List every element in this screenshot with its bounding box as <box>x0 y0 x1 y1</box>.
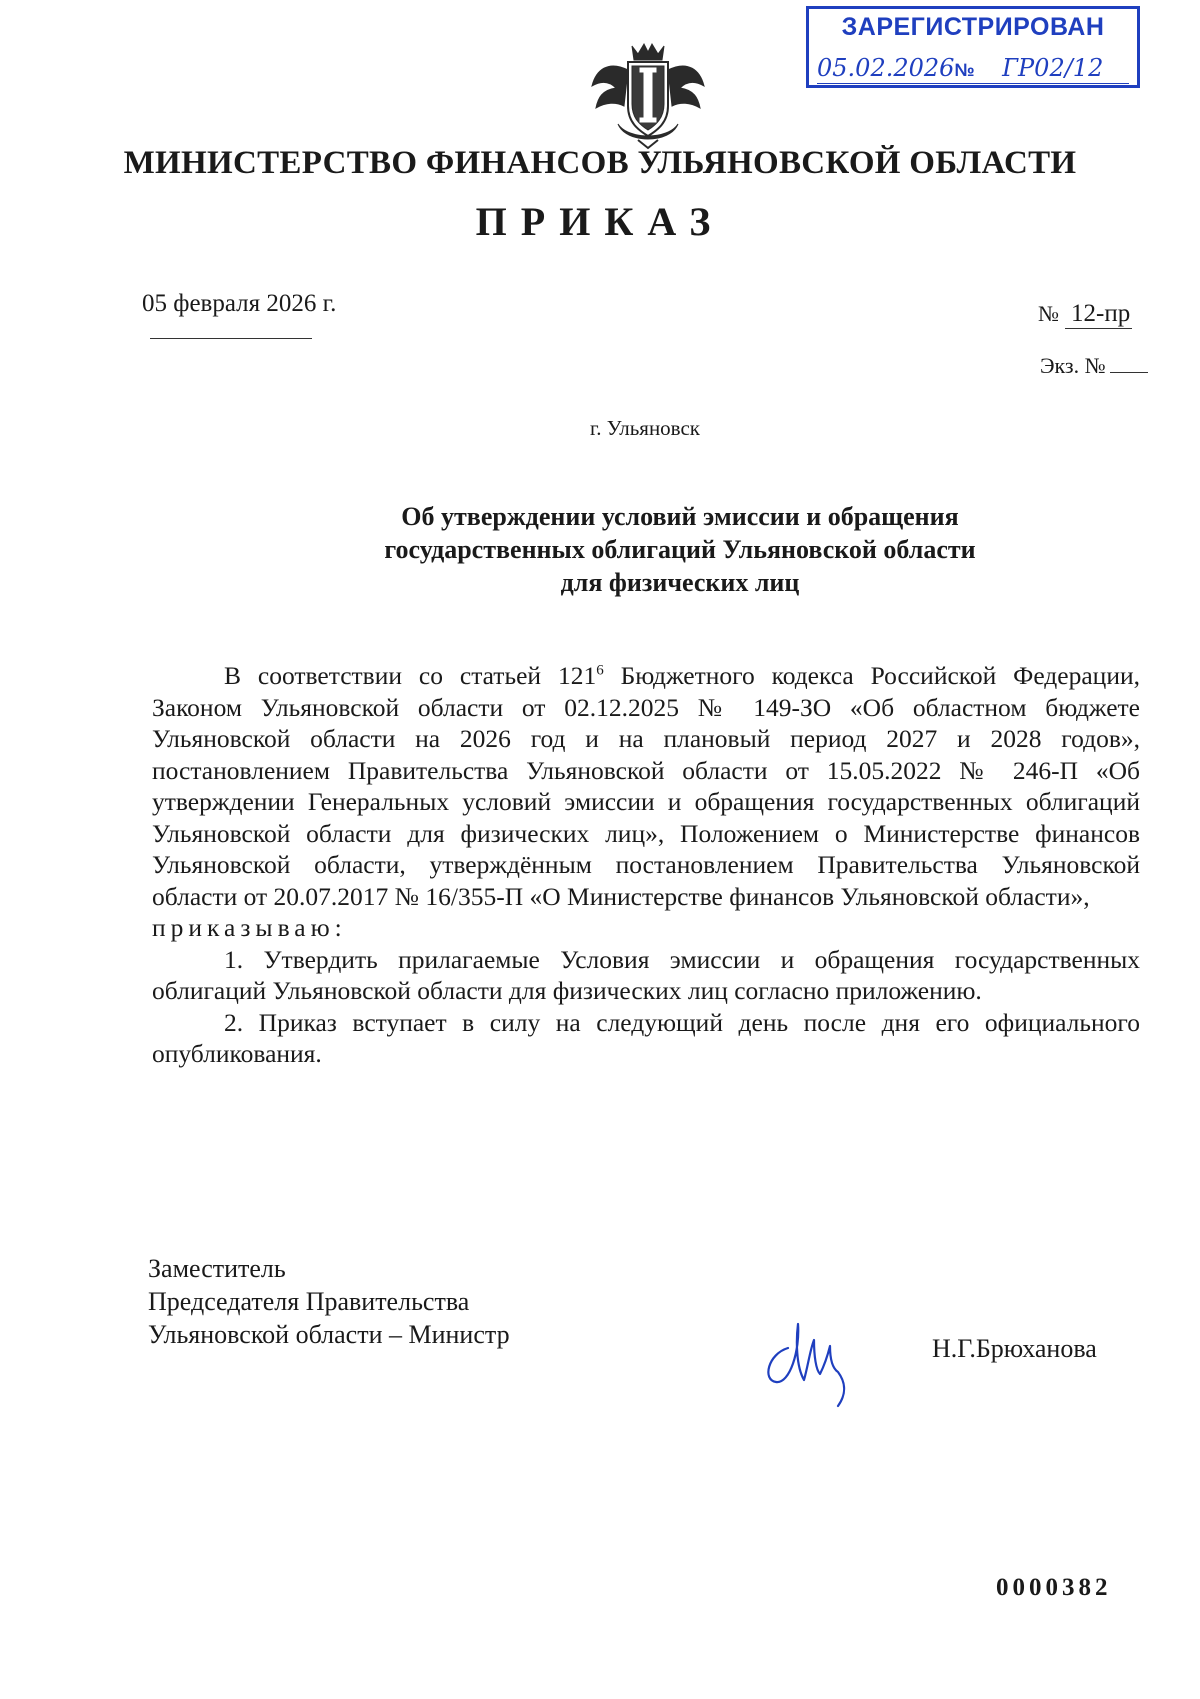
order-subject <box>300 500 1060 599</box>
handwritten-signature <box>758 1310 878 1410</box>
preamble-start: В соответствии со статьей 121 <box>224 661 597 690</box>
copy-label: Экз. № <box>1040 353 1106 378</box>
subject-line-3: для физических лиц <box>560 568 800 597</box>
subject-line-1: Об утверждении условий эмиссии и обращения <box>401 502 959 531</box>
city: г. Ульяновск <box>589 416 700 440</box>
preamble-paragraph <box>152 660 1140 912</box>
serial-number: 0000382 <box>996 1574 1112 1601</box>
order-number: 12-пр <box>1065 300 1132 329</box>
order-number-row <box>1038 300 1132 329</box>
copy-number-blank <box>1110 352 1148 373</box>
order-date: 05 февраля 2026 г. <box>142 290 337 317</box>
signatory-position <box>148 1252 510 1351</box>
article-superscript: 6 <box>596 662 604 679</box>
stamp-number-sign: № <box>954 60 975 80</box>
ministry-name: МИНИСТЕРСТВО ФИНАНСОВ УЛЬЯНОВСКОЙ ОБЛАСТИ <box>123 145 1077 181</box>
registration-stamp <box>806 6 1140 88</box>
signer-name: Н.Г.Брюханова <box>932 1334 1097 1363</box>
item-2: 2. Приказ вступает в силу на следующий день после дня его официального опубликования. <box>152 1007 1140 1068</box>
order-body <box>152 660 1140 1070</box>
date-underline <box>150 338 312 339</box>
subject-line-2: государственных облигаций Ульяновской области <box>384 535 976 564</box>
item-1: 1. Утвердить прилагаемые Условия эмиссии и обращения государственных облигаций Ульяновской области для физических лиц согласно приложению. <box>152 944 1140 1005</box>
signatory-line-3: Ульяновской области – Министр <box>148 1320 510 1349</box>
preamble-rest: Бюджетного кодекса Российской Федерации, Законом Ульяновской области от 02.12.2025 № 149-ЗО «Об областном бюджете Ульяновской области на 2026 год и на плановый период 2027 и 2028 годов», постановлением Правительства Ульяновской области от 15.05.2022 № 246-П «Об утверждении Генеральных условий эмиссии и обращения государственных облигаций Ульяновской области для физических лиц», Положением о Министерстве финансов Ульяновской области, утверждённым постановлением Правительства Ульяновской области от 20.07.2017 № 16/355-П «О Министерстве финансов Ульяновской области», <box>152 661 1140 911</box>
coat-of-arms-icon <box>588 40 708 150</box>
signatory-line-2: Председателя Правительства <box>148 1287 470 1316</box>
document-type: ПРИКАЗ <box>475 199 725 244</box>
number-sign: № <box>1038 301 1059 326</box>
signatory-line-1: Заместитель <box>148 1254 286 1283</box>
order-word: приказываю: <box>152 913 347 942</box>
stamp-reg-number: ГР02/12 <box>1002 54 1104 82</box>
stamp-registration-line <box>817 53 1129 84</box>
stamp-date: 05.02.2026 <box>817 54 955 82</box>
copy-number-row <box>1040 352 1148 379</box>
stamp-title: ЗАРЕГИСТРИРОВАН <box>841 13 1105 41</box>
